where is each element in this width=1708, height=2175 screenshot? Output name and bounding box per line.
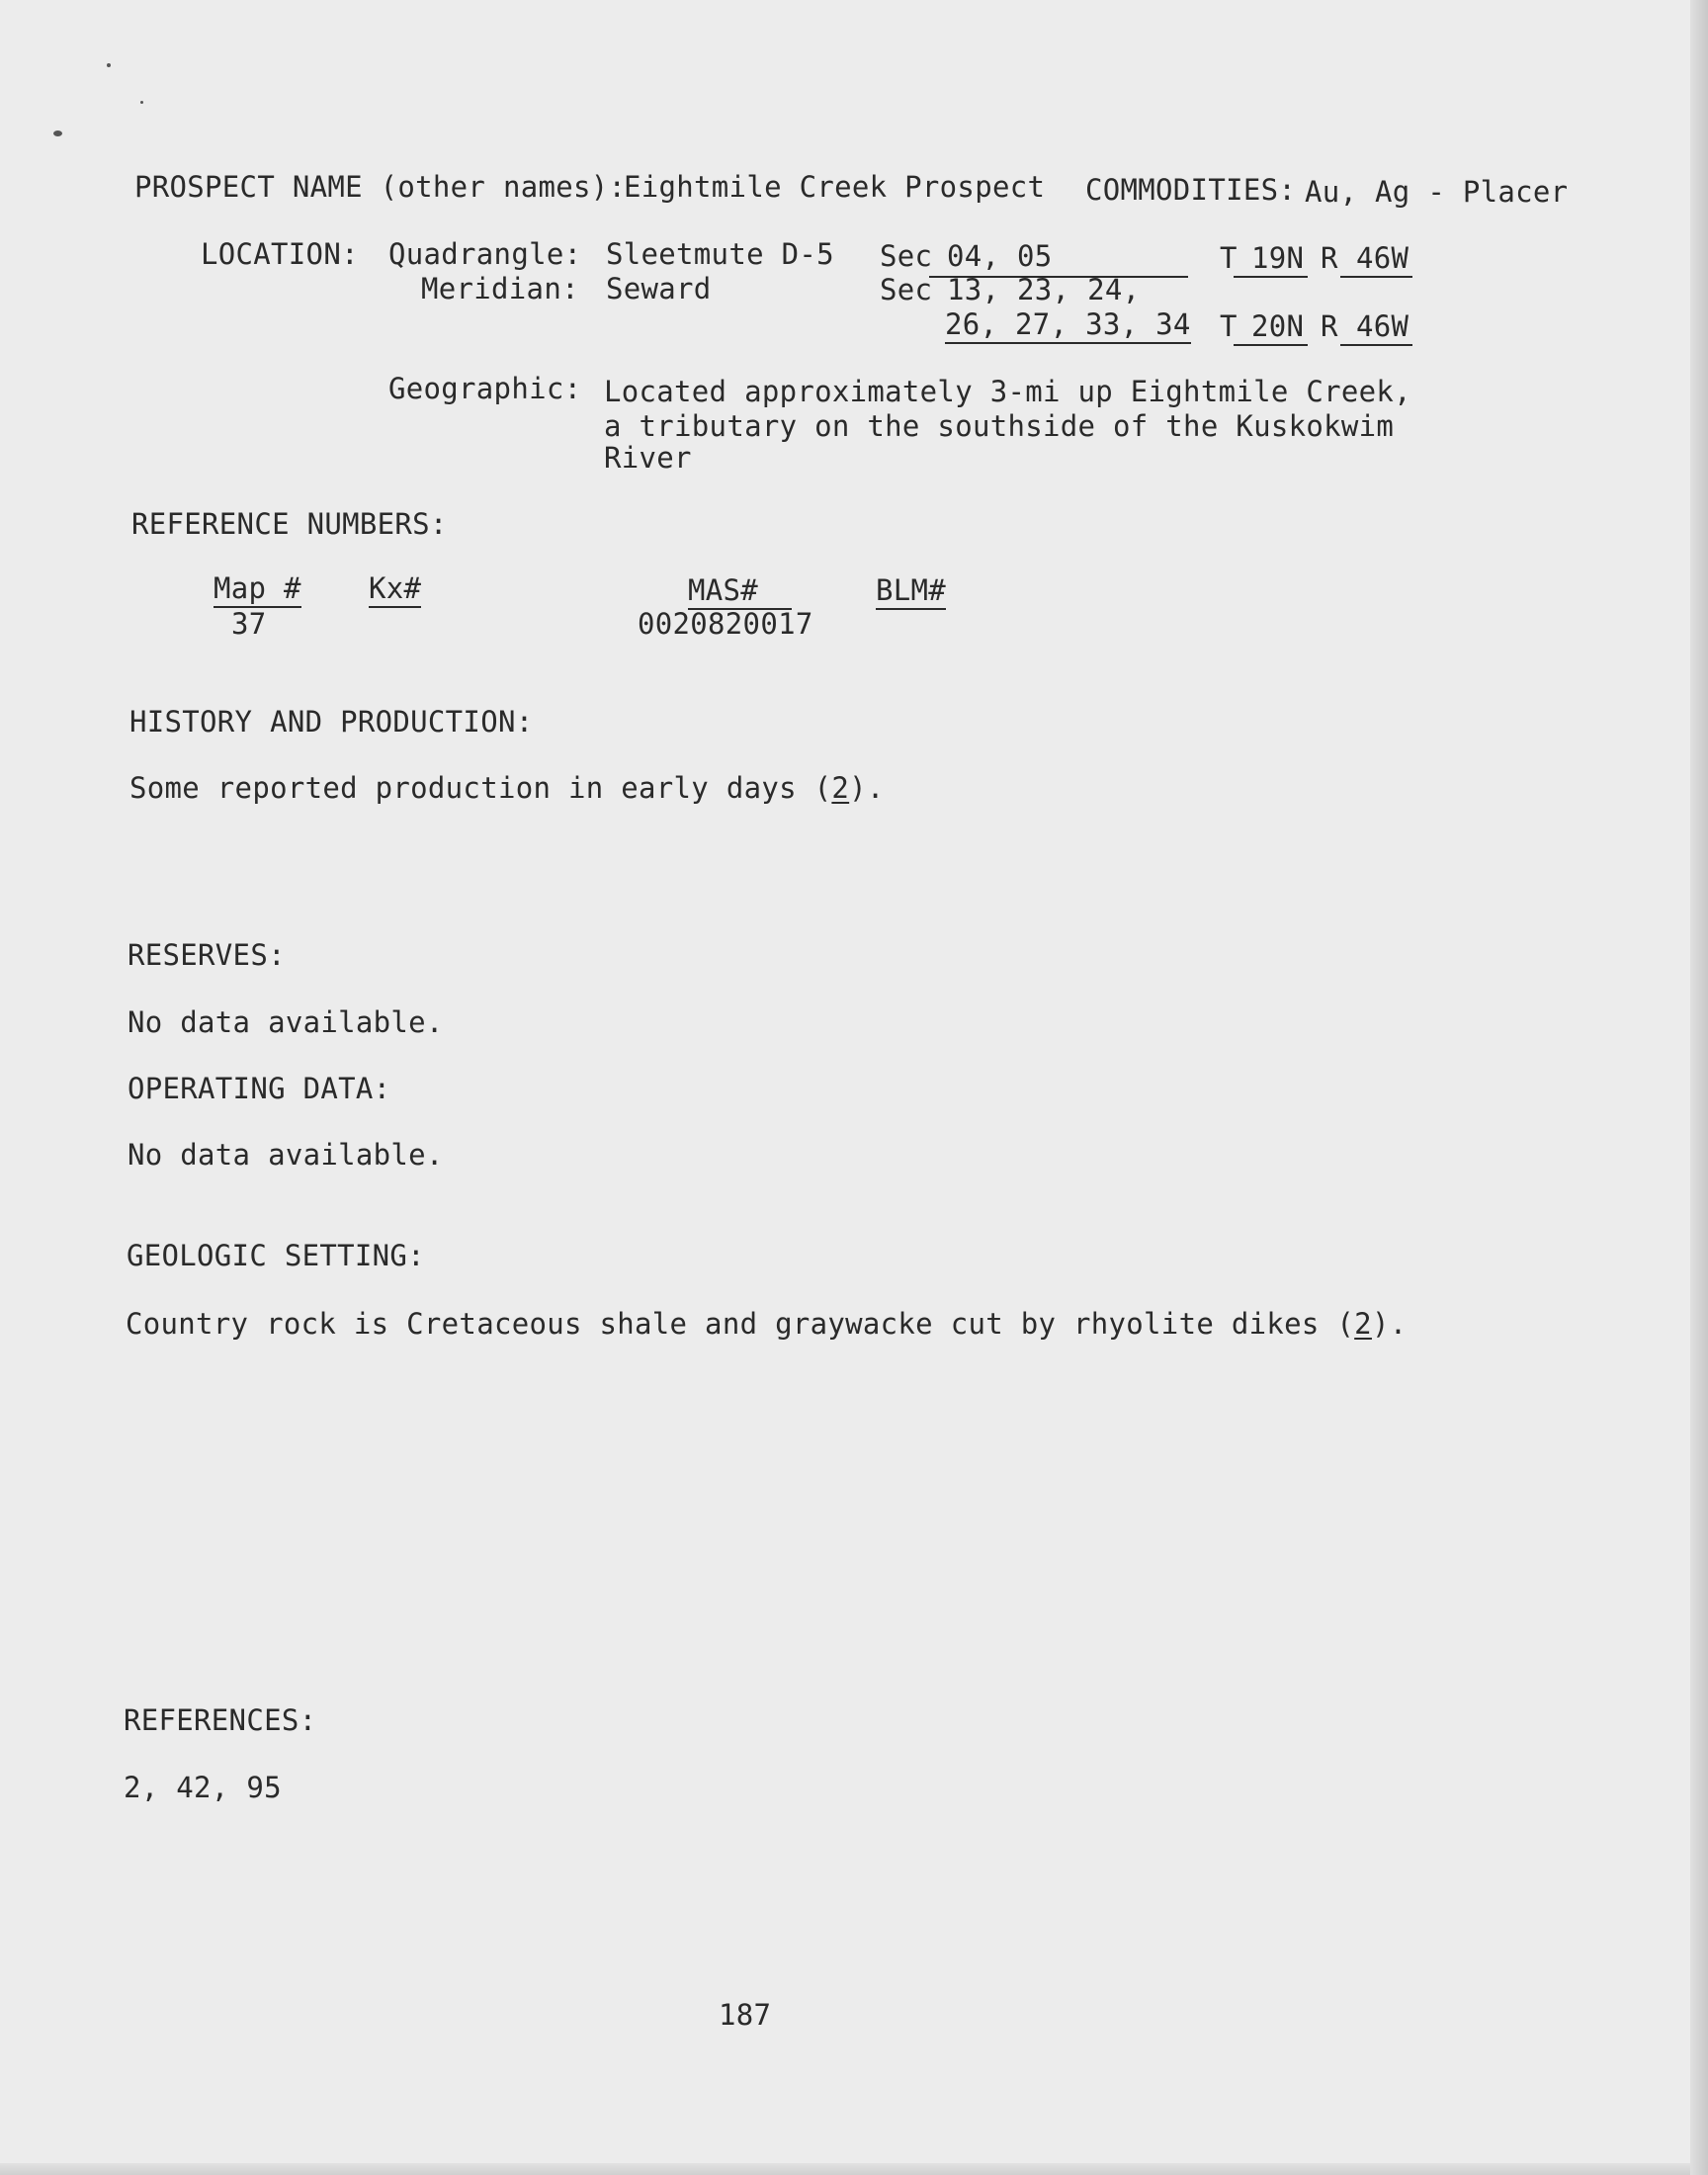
- section-label-2: Sec: [880, 273, 933, 306]
- geographic-line-3: River: [604, 441, 692, 475]
- township-value-2: 20N: [1234, 309, 1308, 346]
- quadrangle-value: Sleetmute D-5: [606, 237, 834, 271]
- history-reference-link: 2: [831, 771, 850, 805]
- meridian-label: Meridian:: [421, 272, 579, 305]
- page-number: 187: [719, 1998, 772, 2032]
- reserves-heading: RESERVES:: [128, 938, 286, 972]
- geologic-text-body: Country rock is Cretaceous shale and graywacke cut by rhyolite dikes (: [126, 1307, 1355, 1341]
- references-heading: REFERENCES:: [124, 1703, 317, 1737]
- reserves-text: No data available.: [128, 1005, 444, 1039]
- prospect-name-label: PROSPECT NAME (other names):: [134, 170, 627, 204]
- mas-number-value: 0020820017: [638, 607, 813, 641]
- range-label-2: R: [1321, 309, 1338, 343]
- section-label-1: Sec: [880, 239, 933, 273]
- commodities-label: COMMODITIES:: [1085, 173, 1297, 207]
- geographic-line-2: a tributary on the southside of the Kuskokwim: [604, 409, 1395, 443]
- history-text-end: ).: [849, 771, 885, 805]
- range-value-2: 46W: [1340, 309, 1412, 346]
- commodities-value: Au, Ag - Placer: [1305, 175, 1569, 209]
- geologic-setting-heading: GEOLOGIC SETTING:: [127, 1239, 425, 1272]
- blm-number-label: BLM#: [876, 573, 946, 610]
- geologic-reference-link: 2: [1354, 1307, 1372, 1341]
- history-text-body: Some reported production in early days (: [129, 771, 832, 805]
- geologic-setting-text: [126, 1307, 1407, 1341]
- range-value-1: 46W: [1340, 241, 1412, 278]
- section-value-1: 04, 05: [947, 239, 1053, 273]
- geologic-text-end: ).: [1371, 1307, 1408, 1341]
- mas-number-label: MAS#: [688, 573, 792, 610]
- range-label-1: R: [1321, 241, 1338, 275]
- township-label-2: T: [1220, 309, 1238, 343]
- operating-data-heading: OPERATING DATA:: [128, 1072, 391, 1105]
- township-label-1: T: [1220, 241, 1238, 275]
- operating-data-text: No data available.: [128, 1138, 444, 1172]
- quadrangle-label: Quadrangle:: [388, 237, 582, 271]
- scan-speck: [53, 130, 62, 136]
- prospect-name-value: Eightmile Creek Prospect: [624, 170, 1046, 204]
- kx-number-label: Kx#: [369, 571, 421, 608]
- reference-numbers-heading: REFERENCE NUMBERS:: [131, 507, 448, 541]
- location-label: LOCATION:: [201, 237, 359, 271]
- map-number-label: Map #: [214, 571, 301, 608]
- section-value-2-line2: 26, 27, 33, 34: [945, 307, 1191, 344]
- scan-speck: [107, 63, 111, 67]
- map-number-value: 37: [231, 607, 267, 641]
- history-text: [129, 771, 885, 805]
- scan-speck: [140, 101, 143, 104]
- geographic-label: Geographic:: [388, 372, 582, 405]
- history-heading: HISTORY AND PRODUCTION:: [129, 705, 534, 739]
- township-value-1: 19N: [1234, 241, 1308, 278]
- section-value-2-line1: 13, 23, 24,: [947, 273, 1141, 306]
- meridian-value: Seward: [606, 272, 712, 305]
- geographic-line-1: Located approximately 3-mi up Eightmile Creek,: [604, 375, 1411, 408]
- references-text: 2, 42, 95: [124, 1771, 282, 1804]
